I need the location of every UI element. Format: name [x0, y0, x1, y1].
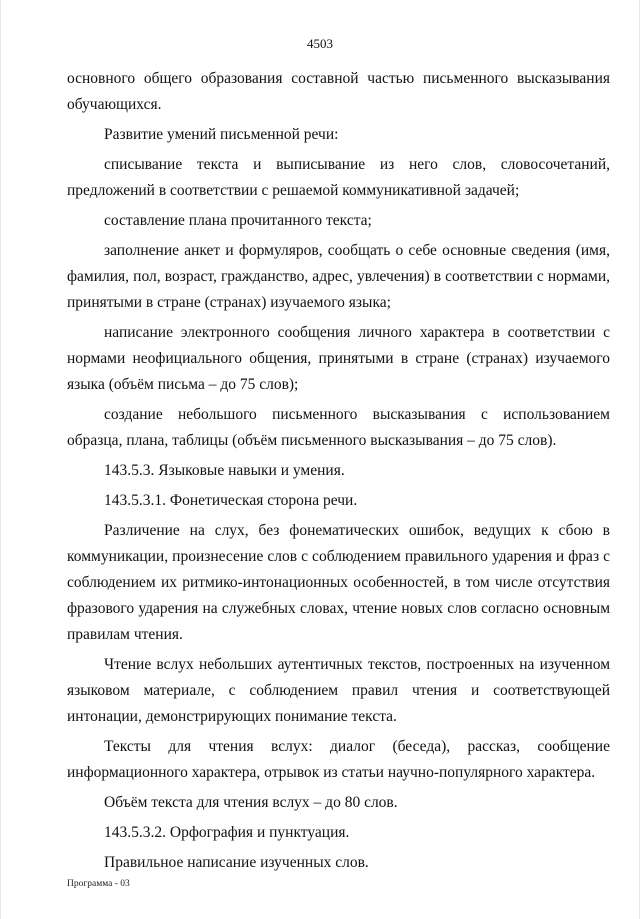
section-heading-language-skills: 143.5.3. Языковые навыки и умения. — [104, 462, 345, 479]
paragraph-reading-aloud: Чтение вслух небольших аутентичных текстов, построенных на изученном языковом материале, с соблюдением правил чтения и соответствующей интонации, демонстрирующих понимание текста. — [67, 656, 610, 725]
paragraph-text-volume: Объём текста для чтения вслух – до 80 слов. — [104, 794, 398, 811]
section-heading-orthography: 143.5.3.2. Орфография и пунктуация. — [104, 824, 350, 841]
page-body — [67, 66, 610, 876]
paragraph-spelling: Правильное написание изученных слов. — [104, 854, 369, 871]
paragraph-copying: списывание текста и выписывание из него слов, словосочетаний, предложений в соответствии с решаемой коммуникативной задачей; — [67, 156, 610, 199]
paragraph-texts-types: Тексты для чтения вслух: диалог (беседа), рассказ, сообщение информационного характера, отрывок из статьи научно-популярного характера. — [67, 738, 610, 781]
paragraph-short-text: создание небольшого письменного высказывания с использованием образца, плана, таблицы (объём письменного высказывания – до 75 слов). — [67, 406, 610, 449]
paragraph-intro: основного общего образования составной частью письменного высказывания обучающихся. — [67, 70, 610, 113]
page-number: 4503 — [307, 36, 333, 51]
page-footer: Программа - 03 — [67, 879, 130, 889]
paragraph-forms: заполнение анкет и формуляров, сообщать о себе основные сведения (имя, фамилия, пол, возраст, гражданство, адрес, увлечения) в соответствии с нормами, принятыми в стране (странах) изучаемого языка; — [67, 242, 610, 311]
paragraph-email: написание электронного сообщения личного характера в соответствии с нормами неофициального общения, принятыми в стране (странах) изучаемого языка (объём письма – до 75 слов); — [67, 324, 610, 393]
section-heading-phonetics: 143.5.3.1. Фонетическая сторона речи. — [104, 492, 358, 509]
paragraph-plan: составление плана прочитанного текста; — [104, 212, 372, 229]
paragraph-phonetics: Различение на слух, без фонематических ошибок, ведущих к сбою в коммуникации, произнесение слов с соблюдением правильного ударения и фраз с соблюдением их ритмико-интонационных особенностей, в том числе отсутствия фразового ударения на служебных словах, чтение новых слов согласно основным правилам чтения. — [67, 522, 610, 643]
paragraph-writing-skills-heading: Развитие умений письменной речи: — [104, 126, 339, 143]
